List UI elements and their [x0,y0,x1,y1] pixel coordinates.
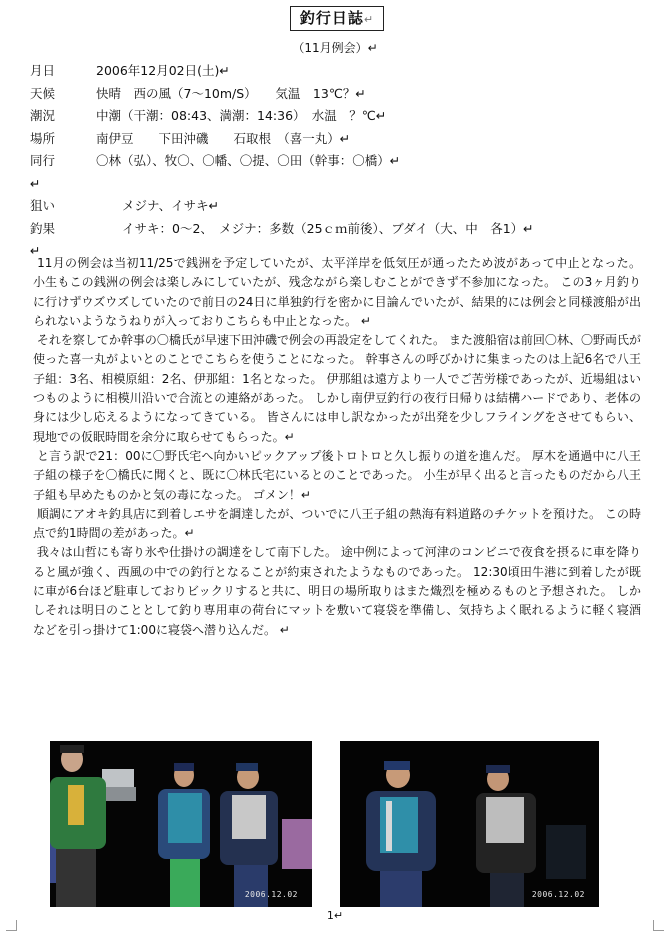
info-label: 天候 [30,85,56,101]
info-row-date [30,60,534,83]
info-row-place [30,128,534,151]
photo-right-image [340,741,599,907]
paragraph: 我々は山哲にも寄り氷や仕掛けの調達をして南下した。 途中例によって河津のコンビニで夜食を摂るに車を降りると風が強く、西風の中での釣行となることが約束されたようなものであった。 12:30頃田牛港に到着したが既に車が6台ほど駐車しておりビックリすると共に、明日の場所取りはまた熾烈を極めるものと予想された。 しかしそれは明日のこととして釣り専用車の荷台にマットを敷いて寝袋を準備し、気持ちよく眠れるように軽く寝酒などを引っ掛けて1:00に寝袋へ潜り込んだ。 ↵ [33,545,641,637]
info-label: 釣果 [30,220,56,236]
subtitle: （11月例会）↵ [292,41,378,55]
corner-mark [6,920,17,931]
info-value: 2006年12月02日(土)↵ [96,63,230,78]
info-row-tide [30,105,534,128]
blank-line: ↵ [30,243,41,258]
photo-right [340,741,599,907]
info-row-result [30,218,534,241]
photo-date-stamp: 2006.12.02 [244,890,298,899]
info-label: 同行 [30,153,56,168]
paragraph: 11月の例会は当初11/25で銭洲を予定していたが、太平洋岸を低気圧が通ったため波があって中止となった。 小生もこの銭洲の例会は楽しみにしていたが、残念ながら楽しむことができず不参加になった。 この3ヶ月釣りに行けずウズウズしていたので前日の24日に単独釣行を密かに目論んでいたが、結果的には例会と同様渡船が出られないようなうねりが入っておりこちらも中止となった。 ↵ [33,256,645,328]
info-label: 狙い [30,198,56,213]
paragraph: と言う訳で21：00に〇野氏宅へ向かいピックアップ後トロトロと久し振りの道を進んだ。 厚木を通過中に八王子組の様子を〇橋氏に聞くと、既に〇林氏宅にいるとのことであった。 小生が早く出ると言ったものだから八王子組も早めたものかと気の毒になった。 ゴメン！↵ [33,448,641,502]
photo-date-stamp: 2006.12.02 [531,890,585,899]
photo-left-image [50,741,312,907]
blank-line: ↵ [30,175,41,191]
paragraph: 順調にアオキ釣具店に到着しエサを調達したが、ついでに八王子組の熱海有料道路のチケットを預けた。 この時点で約1時間の差があった。↵ [33,506,641,541]
document-title [290,6,384,31]
info-label: 月日 [30,63,56,78]
body-text [33,254,645,640]
info-row-target [30,195,534,218]
info-label: 潮況 [30,108,56,123]
info-row-weather [30,83,534,106]
info-value: メジナ、イサキ↵ [122,198,220,213]
info-value: 〇林（弘）、牧〇、〇幡、〇提、〇田（幹事：〇橋）↵ [96,153,401,168]
info-value: イサキ：0～2、 メジナ：多数（25ｃｍ前後）、ブダイ（大、中 各1）↵ [122,220,534,236]
title-text: 釣行日誌 [299,9,364,27]
info-value: 快晴 西の風（7～10m/S） 気温 13℃？↵ [96,85,366,101]
paragraph-mark: ↵ [363,13,375,26]
corner-mark [653,920,664,931]
info-label: 場所 [30,130,56,146]
photo-left [50,741,312,907]
info-value: 南伊豆 下田沖磯 石取根 （喜一丸）↵ [96,130,351,146]
info-block [30,60,534,263]
info-row-companions [30,150,534,173]
paragraph: それを察してか幹事の〇橋氏が早速下田沖磯で例会の再設定をしてくれた。 また渡船宿は前回〇林、〇野両氏が使った喜一丸がよいとのことでこちらを使うことになった。 幹事さんの呼びかけに集まったのは上記6名で八王子組：3名、相模原組：2名、伊那組：1名となった。 伊那組は遠方より一人でご苦労様であったが、近場組はいつものように相模川沿いで合流との連絡があった。 しかし南伊豆釣行の夜行日帰りは結構ハードであり、老体の身には少し応えるようになってきている。 皆さんには申し訳なかったが出発を少しフライングをさせてもらい、現地での仮眠時間を余分に取らせてもらった。↵ [33,333,641,444]
page-number: 1↵ [326,909,344,922]
info-value: 中潮（干潮：08:43、満潮：14:36） 水温 ？℃↵ [96,108,387,123]
